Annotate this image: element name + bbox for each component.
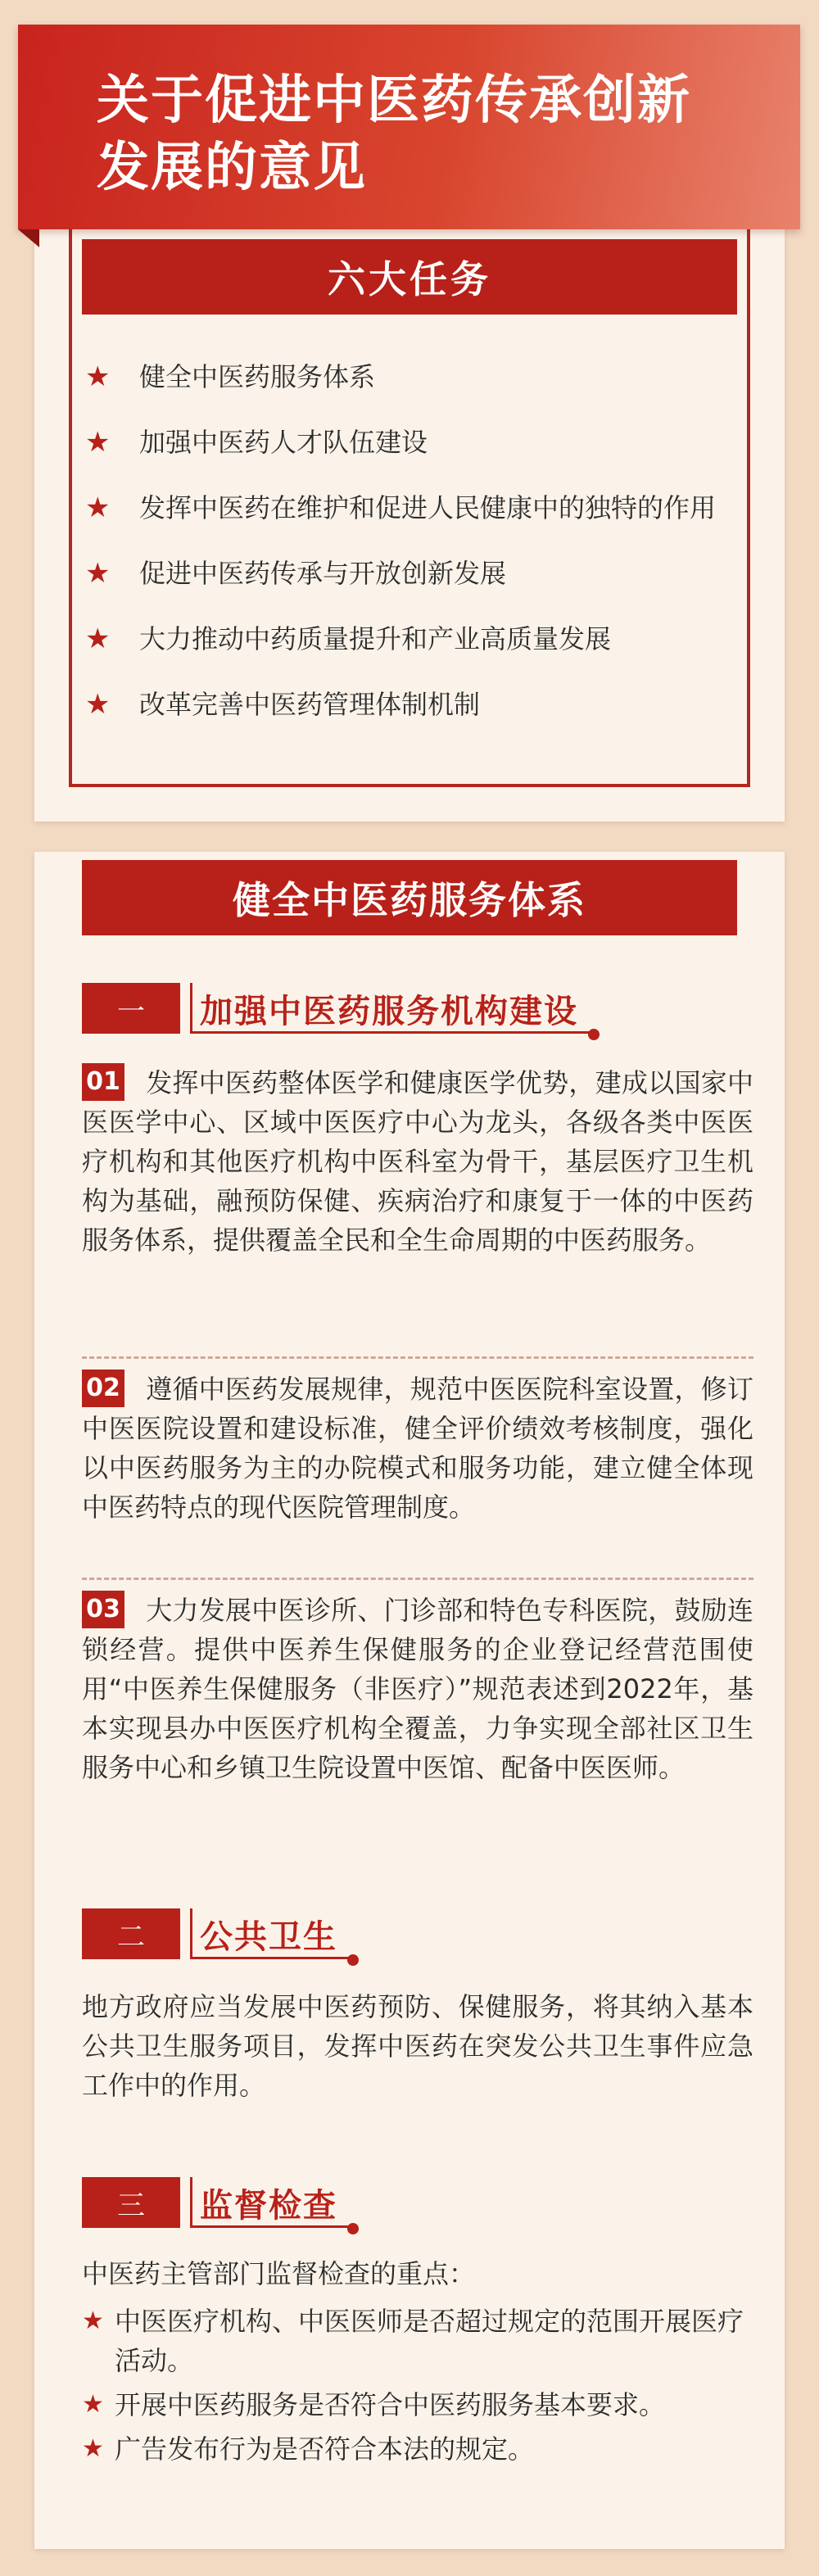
list-item [82, 2302, 753, 2380]
check-text: 广告发布行为是否符合本法的规定。 [115, 2433, 535, 2465]
list-item [82, 485, 737, 531]
point-03 [82, 1591, 753, 1787]
task-text: 改革完善中医药管理体制机制 [139, 689, 481, 720]
dot-icon [588, 1029, 600, 1040]
section1-title [193, 983, 593, 1034]
tasks-list [82, 354, 737, 747]
star-icon: ★ [82, 2434, 104, 2463]
dot-icon [347, 2223, 359, 2234]
task-text: 促进中医药传承与开放创新发展 [139, 558, 507, 589]
star-icon: ★ [82, 2390, 104, 2419]
section2-text: 地方政府应当发展中医药预防、保健服务，将其纳入基本公共卫生服务项目，发挥中医药在突发公共卫生事件应急工作中的作用。 [82, 1991, 753, 2101]
star-icon: ★ [85, 360, 111, 393]
page-title-line1: 关于促进中医药传承创新 [97, 70, 691, 131]
point-02 [82, 1369, 753, 1527]
list-item [82, 550, 737, 596]
section3-title [193, 2177, 352, 2228]
divider [82, 1578, 753, 1580]
list-item [82, 681, 737, 727]
section3-list [82, 2302, 753, 2474]
section2-title-text: 公共卫生 [200, 1917, 337, 1956]
star-icon: ★ [85, 557, 111, 590]
task-text: 发挥中医药在维护和促进人民健康中的独特的作用 [139, 492, 717, 523]
task-text: 大力推动中药质量提升和产业高质量发展 [139, 623, 612, 654]
section3-number: 三 [82, 2177, 180, 2228]
star-icon: ★ [85, 426, 111, 459]
list-item [82, 2429, 753, 2469]
divider [82, 1356, 753, 1359]
section2-number: 二 [82, 1908, 180, 1959]
point-tag: 01 [82, 1063, 124, 1101]
service-heading: 健全中医药服务体系 [82, 860, 737, 935]
list-item [82, 354, 737, 400]
star-icon: ★ [82, 2307, 104, 2335]
point-tag: 02 [82, 1369, 124, 1407]
banner-fold [18, 229, 39, 247]
section2-header [82, 1908, 352, 1959]
page-title-line2: 发展的意见 [97, 138, 367, 198]
list-item [82, 419, 737, 465]
section2-title [193, 1908, 352, 1959]
point-text: 遵循中医药发展规律，规范中医医院科室设置，修订中医医院设置和建设标准，健全评价绩效考核制度，强化以中医药服务为主的办院模式和服务功能，建立健全体现中医药特点的现代医院管理制度。 [82, 1374, 753, 1523]
star-icon: ★ [85, 491, 111, 524]
section3-title-text: 监督检查 [200, 2186, 337, 2225]
section3-header [82, 2177, 352, 2228]
section1-title-text: 加强中医药服务机构建设 [200, 992, 578, 1030]
point-text: 发挥中医药整体医学和健康医学优势，建成以国家中医医学中心、区域中医医疗中心为龙头，各级各类中医医疗机构和其他医疗机构中医科室为骨干，基层医疗卫生机构为基础，融预防保健、疾病治疗和康复于一体的中医药服务体系，提供覆盖全民和全生命周期的中医药服务。 [82, 1067, 753, 1256]
star-icon: ★ [85, 622, 111, 655]
check-text: 开展中医药服务是否符合中医药服务基本要求。 [115, 2389, 666, 2420]
task-text: 健全中医药服务体系 [139, 361, 376, 392]
section1-header [82, 983, 593, 1034]
dot-icon [347, 1954, 359, 1966]
section3-intro: 中医药主管部门监督检查的重点： [82, 2258, 476, 2289]
service-card [34, 852, 785, 2549]
task-text: 加强中医药人才队伍建设 [139, 427, 428, 458]
page-title [97, 67, 785, 201]
list-item [82, 2385, 753, 2424]
tasks-heading-text: 六大任务 [328, 257, 491, 301]
point-01 [82, 1063, 753, 1260]
title-banner [18, 25, 800, 229]
tasks-heading-box [82, 239, 737, 315]
section1-number: 一 [82, 983, 180, 1034]
list-item [82, 616, 737, 662]
star-icon: ★ [85, 688, 111, 721]
point-tag: 03 [82, 1591, 124, 1628]
check-text: 中医医疗机构、中医医师是否超过规定的范围开展医疗活动。 [115, 2306, 744, 2376]
point-text: 大力发展中医诊所、门诊部和特色专科医院，鼓励连锁经营。提供中医养生保健服务的企业登记经营范围使用“中医养生保健服务（非医疗）”规范表述到2022年，基本实现县办中医医疗机构全覆盖，力争实现全部社区卫生服务中心和乡镇卫生院设置中医馆、配备中医医师。 [82, 1595, 753, 1783]
